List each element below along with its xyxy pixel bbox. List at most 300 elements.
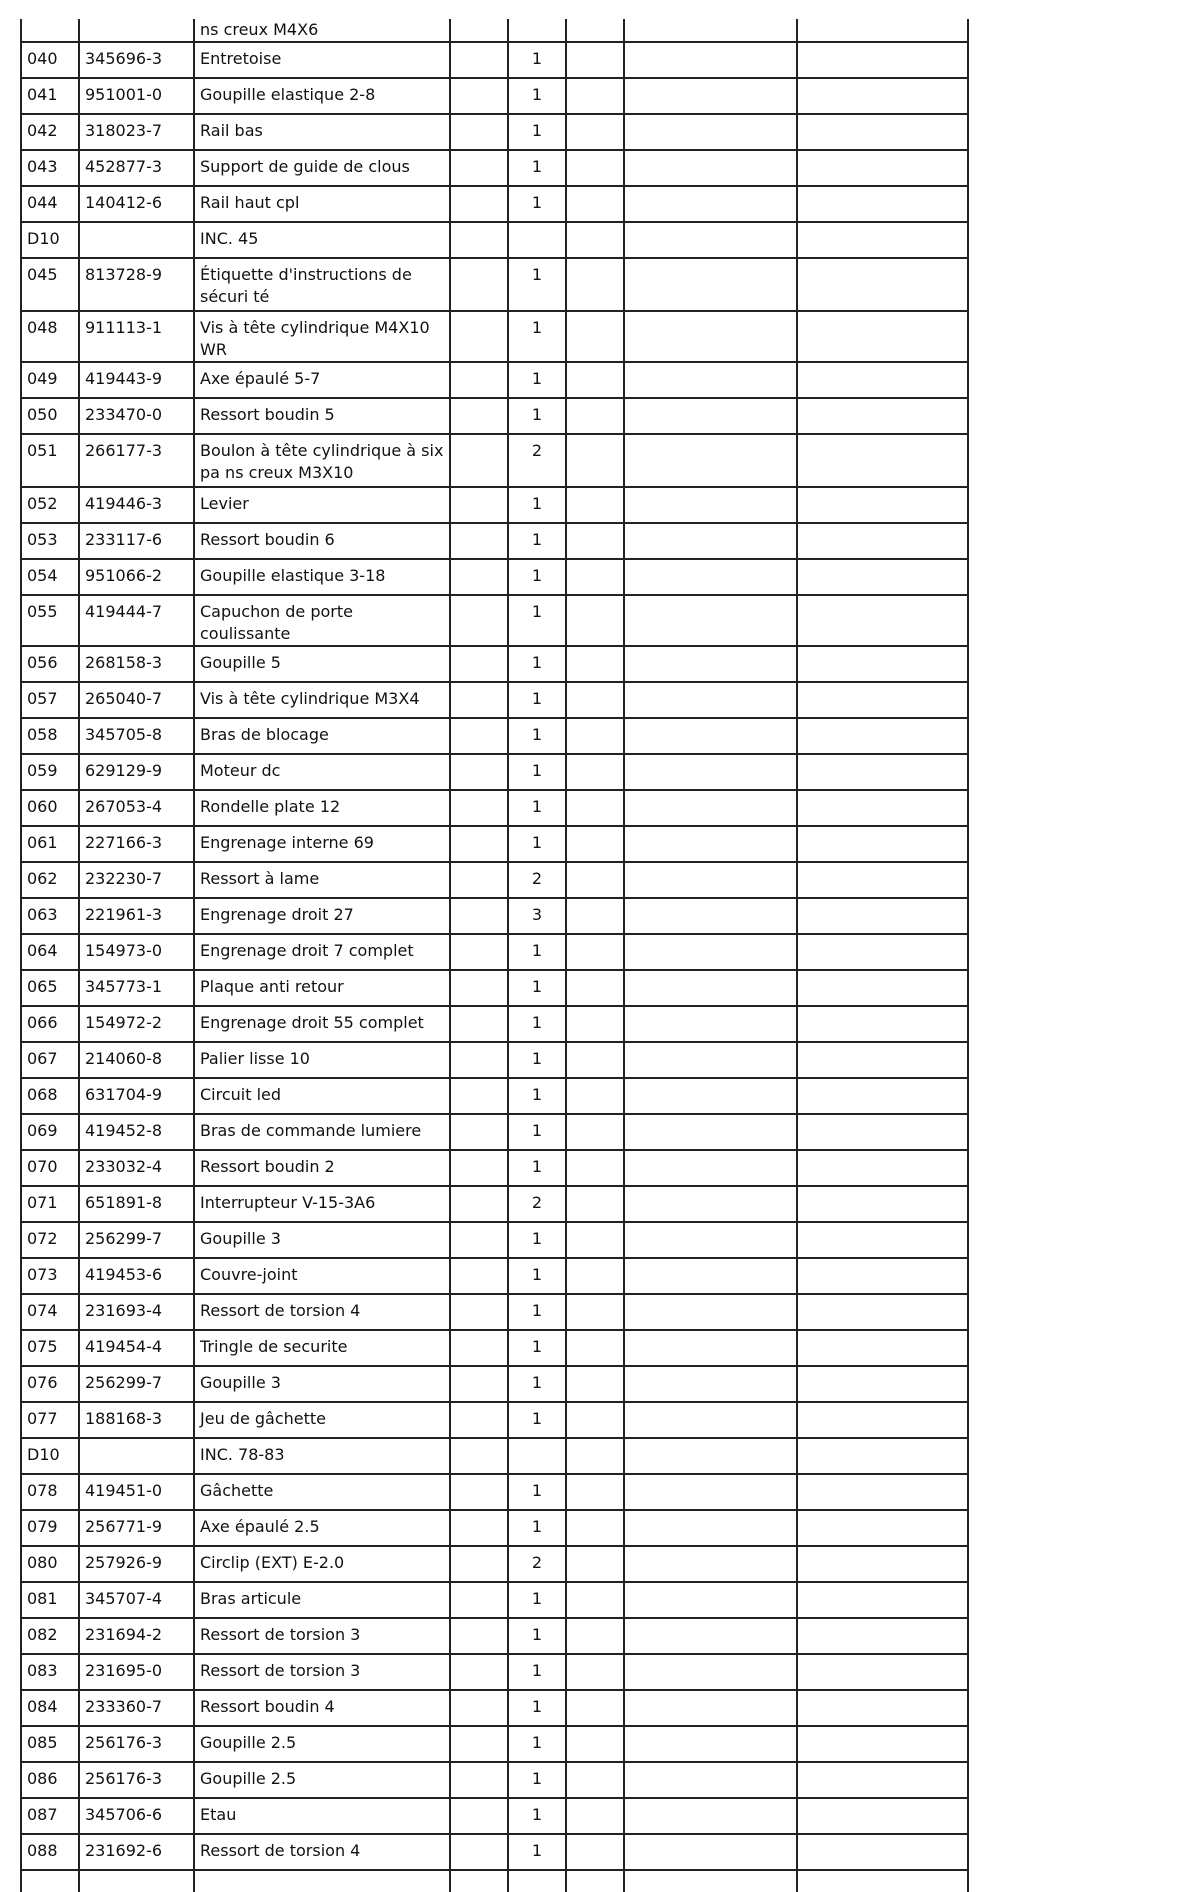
item-number-cell: 069 [21, 1114, 79, 1150]
blank-cell [624, 42, 797, 78]
blank-cell [797, 862, 968, 898]
item-number-cell: 053 [21, 523, 79, 559]
table-row [21, 1834, 968, 1870]
table-row [21, 222, 968, 258]
blank-cell [566, 362, 624, 398]
quantity-cell: 1 [508, 258, 566, 311]
quantity-cell [508, 19, 566, 42]
blank-cell [566, 1294, 624, 1330]
blank-cell [566, 150, 624, 186]
item-number-cell: 044 [21, 186, 79, 222]
part-number-cell: 231694-2 [79, 1618, 194, 1654]
blank-cell [624, 1078, 797, 1114]
blank-cell [624, 1798, 797, 1834]
part-number-cell: 221961-3 [79, 898, 194, 934]
part-number-cell: 233360-7 [79, 1690, 194, 1726]
table-row [21, 595, 968, 646]
blank-cell [624, 934, 797, 970]
blank-cell [566, 487, 624, 523]
blank-cell [566, 826, 624, 862]
table-row [21, 78, 968, 114]
blank-cell [450, 1834, 508, 1870]
part-number-cell: 154973-0 [79, 934, 194, 970]
blank-cell [566, 1330, 624, 1366]
part-number-cell: 452877-3 [79, 150, 194, 186]
blank-cell [624, 1222, 797, 1258]
blank-cell [797, 682, 968, 718]
blank-cell [566, 790, 624, 826]
blank-cell [566, 1222, 624, 1258]
blank-cell [624, 1150, 797, 1186]
blank-cell [566, 1150, 624, 1186]
table-row [21, 1546, 968, 1582]
part-number-cell: 256771-9 [79, 1510, 194, 1546]
part-number-cell: 419443-9 [79, 362, 194, 398]
table-row [21, 1006, 968, 1042]
item-number-cell: 085 [21, 1726, 79, 1762]
item-number-cell: 056 [21, 646, 79, 682]
part-number-cell: 256299-7 [79, 1366, 194, 1402]
item-number-cell: 081 [21, 1582, 79, 1618]
part-number-cell: 154972-2 [79, 1006, 194, 1042]
description-cell: Plaque anti retour [194, 970, 450, 1006]
part-number-cell [79, 222, 194, 258]
item-number-cell: 055 [21, 595, 79, 646]
blank-cell [797, 523, 968, 559]
blank-cell [797, 1582, 968, 1618]
blank-cell [450, 487, 508, 523]
blank-cell [566, 222, 624, 258]
quantity-cell: 2 [508, 1186, 566, 1222]
item-number-cell: 065 [21, 970, 79, 1006]
part-number-cell: 631704-9 [79, 1078, 194, 1114]
table-row [21, 970, 968, 1006]
blank-cell [450, 1402, 508, 1438]
table-row [21, 311, 968, 362]
blank-cell [797, 1258, 968, 1294]
description-cell: Gâchette [194, 1474, 450, 1510]
part-number-cell: 214060-8 [79, 1042, 194, 1078]
blank-cell [566, 934, 624, 970]
description-cell: Bras articule [194, 1582, 450, 1618]
description-cell: Rail bas [194, 114, 450, 150]
blank-cell [566, 559, 624, 595]
blank-cell [797, 1042, 968, 1078]
blank-cell [797, 1654, 968, 1690]
blank-cell [566, 1834, 624, 1870]
blank-cell [450, 1618, 508, 1654]
blank-cell [450, 595, 508, 646]
blank-cell [450, 1870, 508, 1892]
table-row [21, 1654, 968, 1690]
description-cell: Engrenage droit 27 [194, 898, 450, 934]
blank-cell [566, 434, 624, 487]
blank-cell [566, 646, 624, 682]
item-number-cell: 083 [21, 1654, 79, 1690]
table-row [21, 1186, 968, 1222]
blank-cell [566, 114, 624, 150]
blank-cell [566, 1114, 624, 1150]
blank-cell [797, 1330, 968, 1366]
blank-cell [797, 362, 968, 398]
blank-cell [450, 1654, 508, 1690]
table-row [21, 1402, 968, 1438]
table-row [21, 1870, 968, 1892]
description-cell: Tringle de securite [194, 1330, 450, 1366]
blank-cell [624, 1042, 797, 1078]
item-number-cell: 071 [21, 1186, 79, 1222]
description-cell: Circuit led [194, 1078, 450, 1114]
description-cell: Ressort boudin 6 [194, 523, 450, 559]
blank-cell [624, 1186, 797, 1222]
quantity-cell: 1 [508, 595, 566, 646]
part-number-cell: 951001-0 [79, 78, 194, 114]
table-row [21, 434, 968, 487]
blank-cell [797, 826, 968, 862]
part-number-cell: 227166-3 [79, 826, 194, 862]
part-number-cell: 345707-4 [79, 1582, 194, 1618]
blank-cell [566, 1366, 624, 1402]
blank-cell [797, 78, 968, 114]
description-cell: Vis à tête cylindrique M4X10 WR [194, 311, 450, 362]
description-cell: Goupille elastique 2-8 [194, 78, 450, 114]
blank-cell [624, 1762, 797, 1798]
blank-cell [797, 19, 968, 42]
blank-cell [797, 970, 968, 1006]
blank-cell [797, 646, 968, 682]
blank-cell [624, 682, 797, 718]
blank-cell [450, 1510, 508, 1546]
table-row [21, 1258, 968, 1294]
quantity-cell: 1 [508, 1114, 566, 1150]
blank-cell [566, 258, 624, 311]
blank-cell [624, 114, 797, 150]
part-number-cell: 233032-4 [79, 1150, 194, 1186]
blank-cell [797, 114, 968, 150]
blank-cell [624, 754, 797, 790]
part-number-cell: 256176-3 [79, 1726, 194, 1762]
blank-cell [624, 1726, 797, 1762]
blank-cell [450, 114, 508, 150]
table-row [21, 1762, 968, 1798]
blank-cell [450, 1366, 508, 1402]
table-row [21, 1222, 968, 1258]
part-number-cell: 257926-9 [79, 1546, 194, 1582]
table-row [21, 258, 968, 311]
blank-cell [797, 898, 968, 934]
blank-cell [797, 595, 968, 646]
blank-cell [624, 222, 797, 258]
table-row [21, 1474, 968, 1510]
description-cell: Etau [194, 1798, 450, 1834]
blank-cell [566, 186, 624, 222]
part-number-cell: 266177-3 [79, 434, 194, 487]
item-number-cell: 048 [21, 311, 79, 362]
quantity-cell: 1 [508, 646, 566, 682]
description-cell: Axe épaulé 2.5 [194, 1510, 450, 1546]
blank-cell [797, 1618, 968, 1654]
quantity-cell: 1 [508, 1078, 566, 1114]
blank-cell [450, 682, 508, 718]
quantity-cell: 1 [508, 1618, 566, 1654]
description-cell: Goupille 5 [194, 646, 450, 682]
item-number-cell: 072 [21, 1222, 79, 1258]
quantity-cell: 1 [508, 1726, 566, 1762]
blank-cell [624, 523, 797, 559]
blank-cell [797, 1438, 968, 1474]
description-cell: Support de guide de clous [194, 150, 450, 186]
blank-cell [450, 1042, 508, 1078]
part-number-cell: 419451-0 [79, 1474, 194, 1510]
blank-cell [450, 1222, 508, 1258]
item-number-cell: 074 [21, 1294, 79, 1330]
blank-cell [797, 754, 968, 790]
blank-cell [797, 790, 968, 826]
blank-cell [797, 1150, 968, 1186]
part-number-cell: 629129-9 [79, 754, 194, 790]
blank-cell [797, 1078, 968, 1114]
item-number-cell: D10 [21, 222, 79, 258]
blank-cell [450, 934, 508, 970]
item-number-cell: 062 [21, 862, 79, 898]
table-row [21, 523, 968, 559]
blank-cell [624, 1438, 797, 1474]
blank-cell [566, 1006, 624, 1042]
blank-cell [450, 19, 508, 42]
part-number-cell [79, 19, 194, 42]
description-cell: Capuchon de porte coulissante [194, 595, 450, 646]
description-cell: Moteur dc [194, 754, 450, 790]
description-cell: Rail haut cpl [194, 186, 450, 222]
blank-cell [450, 150, 508, 186]
description-cell: Ressort boudin 5 [194, 398, 450, 434]
part-number-cell: 345706-6 [79, 1798, 194, 1834]
part-number-cell: 188168-3 [79, 1402, 194, 1438]
table-row [21, 487, 968, 523]
blank-cell [797, 934, 968, 970]
blank-cell [624, 1330, 797, 1366]
blank-cell [624, 1114, 797, 1150]
description-cell: Entretoise [194, 42, 450, 78]
quantity-cell: 1 [508, 754, 566, 790]
blank-cell [797, 434, 968, 487]
table-row [21, 19, 968, 42]
description-cell: INC. 45 [194, 222, 450, 258]
blank-cell [624, 826, 797, 862]
blank-cell [450, 826, 508, 862]
blank-cell [450, 862, 508, 898]
part-number-cell: 268158-3 [79, 646, 194, 682]
item-number-cell: 050 [21, 398, 79, 434]
quantity-cell: 1 [508, 398, 566, 434]
quantity-cell: 1 [508, 186, 566, 222]
quantity-cell: 1 [508, 1690, 566, 1726]
blank-cell [450, 1726, 508, 1762]
quantity-cell: 1 [508, 970, 566, 1006]
blank-cell [797, 1402, 968, 1438]
blank-cell [797, 1726, 968, 1762]
item-number-cell: 045 [21, 258, 79, 311]
blank-cell [450, 1078, 508, 1114]
description-cell: Goupille 2.5 [194, 1762, 450, 1798]
part-number-cell: 267053-4 [79, 790, 194, 826]
part-number-cell: 233117-6 [79, 523, 194, 559]
parts-table-body [21, 19, 968, 1892]
description-cell: Axe épaulé 5-7 [194, 362, 450, 398]
description-cell: ns creux M4X6 [194, 19, 450, 42]
blank-cell [624, 186, 797, 222]
description-cell: Ressort à lame [194, 862, 450, 898]
blank-cell [450, 1582, 508, 1618]
table-row [21, 42, 968, 78]
quantity-cell: 1 [508, 42, 566, 78]
blank-cell [566, 398, 624, 434]
blank-cell [566, 19, 624, 42]
item-number-cell: 082 [21, 1618, 79, 1654]
table-row [21, 862, 968, 898]
parts-table [20, 19, 969, 1892]
blank-cell [797, 1294, 968, 1330]
item-number-cell: 059 [21, 754, 79, 790]
item-number-cell: 058 [21, 718, 79, 754]
blank-cell [566, 78, 624, 114]
table-row [21, 1582, 968, 1618]
item-number-cell: 060 [21, 790, 79, 826]
quantity-cell: 1 [508, 934, 566, 970]
description-cell: Goupille elastique 3-18 [194, 559, 450, 595]
blank-cell [566, 1654, 624, 1690]
description-cell: Goupille 2.5 [194, 1726, 450, 1762]
part-number-cell: 345773-1 [79, 970, 194, 1006]
item-number-cell: 077 [21, 1402, 79, 1438]
blank-cell [450, 1474, 508, 1510]
table-row [21, 898, 968, 934]
blank-cell [450, 1546, 508, 1582]
table-row [21, 826, 968, 862]
quantity-cell: 1 [508, 1654, 566, 1690]
quantity-cell: 3 [508, 898, 566, 934]
description-cell: Rondelle plate 12 [194, 790, 450, 826]
item-number-cell: 040 [21, 42, 79, 78]
item-number-cell: 067 [21, 1042, 79, 1078]
quantity-cell: 1 [508, 682, 566, 718]
blank-cell [624, 1258, 797, 1294]
blank-cell [624, 559, 797, 595]
item-number-cell: 080 [21, 1546, 79, 1582]
description-cell: Vis à tête cylindrique M3X4 [194, 682, 450, 718]
description-cell: Bras de blocage [194, 718, 450, 754]
quantity-cell: 1 [508, 1258, 566, 1294]
part-number-cell: 231692-6 [79, 1834, 194, 1870]
part-number-cell: 951066-2 [79, 559, 194, 595]
quantity-cell: 1 [508, 311, 566, 362]
blank-cell [566, 1618, 624, 1654]
blank-cell [450, 222, 508, 258]
blank-cell [624, 718, 797, 754]
blank-cell [624, 1366, 797, 1402]
description-cell: Bras de commande lumiere [194, 1114, 450, 1150]
quantity-cell [508, 1870, 566, 1892]
table-row [21, 1690, 968, 1726]
quantity-cell: 1 [508, 1294, 566, 1330]
description-cell: Étiquette d'instructions de sécuri té [194, 258, 450, 311]
blank-cell [624, 362, 797, 398]
blank-cell [450, 186, 508, 222]
description-cell: Interrupteur V-15-3A6 [194, 1186, 450, 1222]
blank-cell [566, 1762, 624, 1798]
blank-cell [797, 1834, 968, 1870]
blank-cell [450, 523, 508, 559]
item-number-cell: 054 [21, 559, 79, 595]
blank-cell [566, 1798, 624, 1834]
description-cell: Engrenage interne 69 [194, 826, 450, 862]
blank-cell [566, 970, 624, 1006]
item-number-cell: 070 [21, 1150, 79, 1186]
blank-cell [797, 1690, 968, 1726]
part-number-cell: 419453-6 [79, 1258, 194, 1294]
quantity-cell: 1 [508, 1330, 566, 1366]
blank-cell [797, 718, 968, 754]
blank-cell [566, 1582, 624, 1618]
part-number-cell: 419446-3 [79, 487, 194, 523]
part-number-cell: 911113-1 [79, 311, 194, 362]
table-row [21, 1798, 968, 1834]
table-row [21, 362, 968, 398]
blank-cell [450, 362, 508, 398]
blank-cell [797, 1114, 968, 1150]
quantity-cell: 1 [508, 826, 566, 862]
description-cell: Palier lisse 10 [194, 1042, 450, 1078]
blank-cell [566, 682, 624, 718]
blank-cell [566, 1474, 624, 1510]
blank-cell [797, 186, 968, 222]
quantity-cell: 1 [508, 1762, 566, 1798]
blank-cell [797, 1870, 968, 1892]
blank-cell [450, 1114, 508, 1150]
blank-cell [450, 1006, 508, 1042]
blank-cell [624, 1402, 797, 1438]
part-number-cell: 256299-7 [79, 1222, 194, 1258]
quantity-cell: 1 [508, 790, 566, 826]
quantity-cell: 1 [508, 523, 566, 559]
blank-cell [566, 1510, 624, 1546]
part-number-cell: 419454-4 [79, 1330, 194, 1366]
blank-cell [624, 487, 797, 523]
blank-cell [624, 398, 797, 434]
table-row [21, 1726, 968, 1762]
quantity-cell: 1 [508, 78, 566, 114]
blank-cell [566, 1438, 624, 1474]
table-row [21, 1114, 968, 1150]
blank-cell [797, 1366, 968, 1402]
description-cell: Jeu de gâchette [194, 1402, 450, 1438]
blank-cell [450, 42, 508, 78]
blank-cell [624, 434, 797, 487]
part-number-cell [79, 1870, 194, 1892]
quantity-cell: 1 [508, 487, 566, 523]
blank-cell [566, 862, 624, 898]
quantity-cell: 1 [508, 1798, 566, 1834]
item-number-cell: 051 [21, 434, 79, 487]
blank-cell [450, 1798, 508, 1834]
quantity-cell: 1 [508, 559, 566, 595]
blank-cell [566, 42, 624, 78]
item-number-cell: 042 [21, 114, 79, 150]
description-cell: Levier [194, 487, 450, 523]
table-row [21, 1618, 968, 1654]
description-cell [194, 1870, 450, 1892]
quantity-cell: 1 [508, 1042, 566, 1078]
